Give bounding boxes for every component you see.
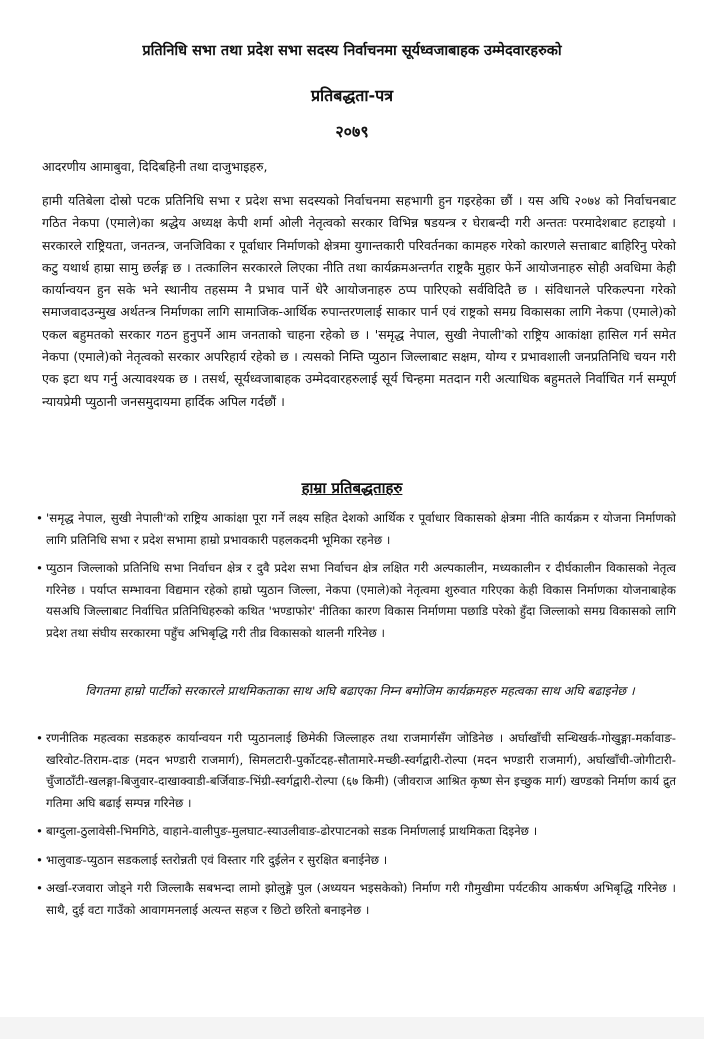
- bullet-icon: •: [36, 511, 43, 525]
- greeting: आदरणीय आमाबुवा, दिदिबहिनी तथा दाजुभाइहरु,: [42, 159, 268, 174]
- bullet-icon: •: [36, 881, 43, 895]
- document-heading: प्रतिनिधि सभा तथा प्रदेश सभा सदस्य निर्वाचनमा सूर्यध्वजाबाहक उम्मेदवारहरुको: [142, 43, 562, 59]
- intro-paragraph: हामी यतिबेला दोस्रो पटक प्रतिनिधि सभा र प्रदेश सभा सदस्यको निर्वाचनमा सहभागी हुन गइरहेका छौं । यस अघि २०७४ को निर्वाचनबाट गठित नेकपा (एमाले)का श्रद्धेय अध्यक्ष केपी शर्मा ओली नेतृत्वको सरकार विभिन्न षडयन्त्र र घेराबन्दी गरी अन्ततः परमादेशबाट हटाइयो । सरकारले राष्ट्रियता, जनतन्त्र, जनजिविका र पूर्वाधार निर्माणको क्षेत्रमा युगान्तकारी परिवर्तनका कामहरु गरेको कारणले सत्ताबाट बाहिरिनु परेको कटु यथार्थ हाम्रा सामु छर्लङ्ग छ । तत्कालिन सरकारले लिएका नीति तथा कार्यक्रमअन्तर्गत राष्ट्रकै मुहार फेर्ने आयोजनाहरु सोही अवधिमा केही कार्यान्वयन हुन सके भने स्थानीय तहसम्म नै प्रभाव पार्ने धेरै आयोजनाहरु ठप्प पारिएको सर्वविदितै छ । संविधानले परिकल्पना गरेको समाजवादउन्मुख अर्थतन्त्र निर्माणका लागि सामाजिक-आर्थिक रुपान्तरणलाई साकार पार्न एवं राष्ट्रको समग्र विकासका लागि नेकपा (एमाले)को एकल बहुमतको सरकार गठन हुनुपर्ने आम जनताको चाहना रहेको छ । 'समृद्ध नेपाल, सुखी नेपाली'को राष्ट्रिय आकांक्षा हासिल गर्न समेत नेकपा (एमाले)को नेतृत्वको सरकार अपरिहार्य रहेको छ । त्यसको निम्ति प्युठान जिल्लाबाट सक्षम, योग्य र प्रभावशाली जनप्रतिनिधि चयन गरी एक इटा थप गर्नु अत्यावश्यक छ । तसर्थ, सूर्यध्वजाबाहक उम्मेदवारहरुलाई सूर्य चिन्हमा मतदान गरी अत्याधिक बहुमतले निर्वाचित गर्न सम्पूर्ण न्यायप्रेमी प्युठानी जनसमुदायमा हार्दिक अपिल गर्दछौं ।: [42, 193, 676, 409]
- list-item: [36, 821, 676, 843]
- commitments-list: [36, 508, 676, 651]
- list-item: [36, 728, 676, 814]
- programs-note: विगतमा हाम्रो पार्टीको सरकारले प्राथमिकताका साथ अघि बढाएका निम्न बमोजिम कार्यक्रमहरु महत्वका साथ अघि बढाइनेछ ।: [85, 684, 635, 698]
- list-item: [36, 558, 676, 644]
- commitment-text: 'समृद्ध नेपाल, सुखी नेपाली'को राष्ट्रिय आकांक्षा पूरा गर्ने लक्ष्य सहित देशको आर्थिक र पूर्वाधार विकासको क्षेत्रमा नीति कार्यक्रम र योजना निर्माणको लागि प्रतिनिधि सभा र प्रदेश सभामा हाम्रो प्रभावकारी पहलकदमी भूमिका रहनेछ ।: [46, 511, 676, 547]
- document-title: प्रतिबद्धता-पत्र: [310, 86, 394, 105]
- program-text: रणनीतिक महत्वका सडकहरु कार्यान्वयन गरी प्युठानलाई छिमेकी जिल्लाहरु तथा राजमार्गसँग जोडिनेछ । अर्घाखाँची सन्धिखर्क-गोखुङ्गा-मर्कावाङ-खरिवोट-तिराम-दाङ (मदन भण्डारी राजमार्ग), सिमलटारी-पुर्कोटदह-सौतामारे-मच्छी-स्वर्गद्वारी-रोल्पा (मदन भण्डारी राजमार्ग), अर्घाखाँची-जोगीटारी-चुँजाठाँटी-खलङ्गा-बिजुवार-दाखाक्वाडी-बर्जिवाङ-भिंग्री-स्वर्गद्वारी-रोल्पा (६७ किमी) (जीवराज आश्रित कृष्ण सेन इच्छुक मार्ग) खण्डको निर्माण कार्य द्रुत गतिमा अघि बढाई सम्पन्न गरिनेछ ।: [46, 731, 676, 810]
- bottom-strip: [0, 1017, 704, 1039]
- bullet-icon: •: [36, 731, 43, 745]
- commitment-text: प्युठान जिल्लाको प्रतिनिधि सभा निर्वाचन क्षेत्र र दुवै प्रदेश सभा निर्वाचन क्षेत्र लक्षित गरी अल्पकालीन, मध्यकालीन र दीर्घकालीन विकासको नेतृत्व गरिनेछ । पर्याप्त सम्भावना विद्यमान रहेको हाम्रो प्युठान जिल्ला, नेकपा (एमाले)को नेतृत्वमा शुरुवात गरिएका केही विकास निर्माणका योजनाबाहेक यसअघि जिल्लाबाट निर्वाचित प्रतिनिधिहरुको कथित 'भण्डाफोर' नीतिका कारण विकास निर्माणमा पछाडि परेको हुँदा जिल्लाको समग्र विकासको लागि प्रदेश तथा संघीय सरकारमा पहुँच अभिबृद्धि गरी तीव्र विकासको थालनी गरिनेछ ।: [46, 561, 676, 640]
- commitments-heading: हाम्रा प्रतिबद्धताहरु: [301, 479, 403, 497]
- bullet-icon: •: [36, 824, 43, 838]
- bullet-icon: •: [36, 561, 43, 575]
- list-item: [36, 878, 676, 921]
- bullet-icon: •: [36, 852, 43, 867]
- list-item: [36, 508, 676, 551]
- program-text: बाग्दुला-ठुलावेसी-भिमगिठे, वाहाने-वालीपुङ-मुलघाट-स्याउलीवाङ-ढोरपाटनको सडक निर्माणलाई प्राथमिकता दिइनेछ ।: [46, 824, 538, 838]
- list-item: [36, 850, 676, 872]
- program-text: भालुवाङ-प्युठान सडकलाई स्तरोन्नती एवं विस्तार गरि दुईलेन र सुरक्षित बनाईनेछ ।: [46, 852, 388, 867]
- document-year: २०७९: [335, 122, 369, 141]
- program-text: अर्खा-रजवारा जोड्ने गरी जिल्लाकै सबभन्दा लामो झोलुङ्गे पुल (अध्ययन भइसकेको) निर्माण गरी गौमुखीमा पर्यटकीय आकर्षण अभिबृद्धि गरिनेछ । साथै, दुई वटा गाउँको आवागमनलाई अत्यन्त सहज र छिटो छरितो बनाइनेछ ।: [46, 881, 676, 917]
- programs-list: [36, 728, 676, 928]
